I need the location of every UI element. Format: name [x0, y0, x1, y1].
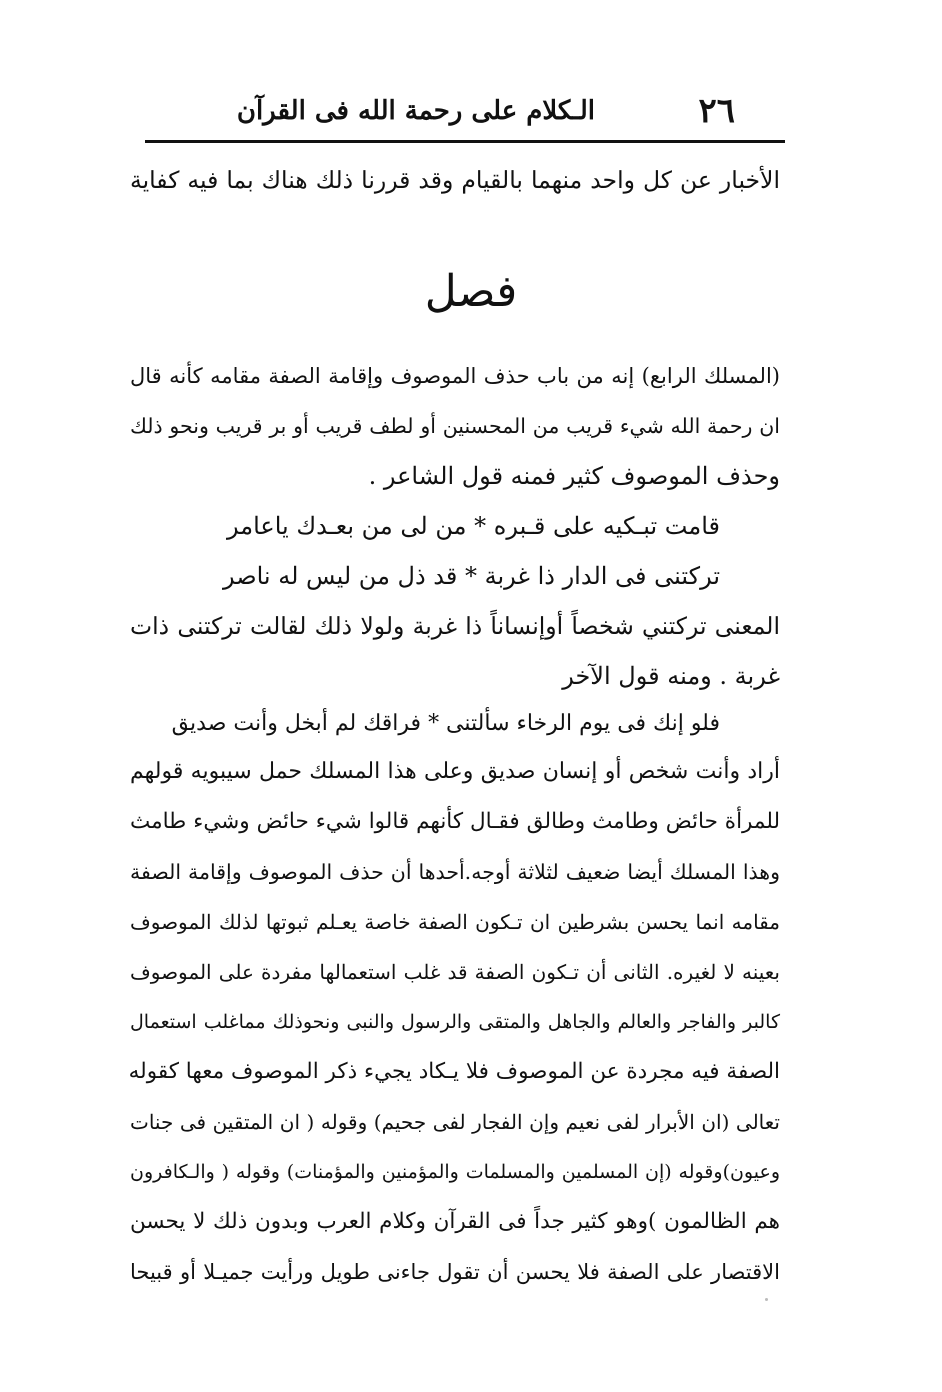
body-line: المعنى تركتني شخصاً أوإنساناً ذا غربة ولولا ذلك لقالت تركتنى ذات [130, 612, 780, 640]
header-rule [145, 140, 785, 143]
verse-line: فلو إنك فى يوم الرخاء سألتنى * فراقك لم أبخل وأنت صديق [171, 711, 720, 736]
body-line: للمرأة حائض وطامث وطالق فقـال كأنهم قالوا شيء حائض وشيء طامث [130, 809, 780, 834]
body-line: أراد وأنت شخص أو إنسان صديق وعلى هذا المسلك حمل سيبويه قولهم [130, 759, 780, 784]
continuation-line: الأخبار عن كل واحد منهما بالقيام وقد قررنا ذلك هناك بما فيه كفاية [130, 166, 780, 194]
body-line: الصفة فيه مجردة عن الموصوف فلا يـكاد يجيء ذكر الموصوف معها كقوله [128, 1059, 780, 1084]
verse-line: قامت تبـكيه على قـبره * من لى من بعـدك ياعامر [227, 512, 720, 540]
body-line: هم الظالمون )وهو كثير جداً فى القرآن وكلام العرب وبدون ذلك لا يحسن [130, 1209, 780, 1234]
body-line: مقامه انما يحسن بشرطين ان تـكون الصفة خاصة يعـلم ثبوتها لذلك الموصوف [130, 910, 780, 934]
page-header [145, 86, 745, 136]
body-line: وهذا المسلك أيضا ضعيف لثلاثة أوجه.أحدها أن حذف الموصوف وإقامة الصفة [130, 860, 780, 884]
body-line: (المسلك الرابع) إنه من باب حذف الموصوف وإقامة الصفة مقامه كأنه قال [130, 364, 780, 388]
running-title: الـكلام على رحمة الله فى القرآن [236, 96, 595, 126]
body-line: ان رحمة الله شيء قريب من المحسنين أو لطف قريب أو بر قريب ونحو ذلك [130, 414, 780, 438]
body-line: بعينه لا لغيره. الثانى أن تـكون الصفة قد غلب استعمالها مفردة على الموصوف [130, 960, 780, 984]
body-line: وعيون)وقوله (إن المسلمين والمسلمات والمؤمنين والمؤمنات) وقوله ( والـكافرون [130, 1161, 780, 1183]
section-heading: فصل [424, 266, 518, 317]
body-line: الاقتصار على الصفة فلا يحسن أن تقول جاءنى طويل ورأيت جميـلا أو قبيحا [130, 1260, 780, 1284]
body-line: غربة . ومنه قول الآخر [562, 662, 780, 690]
page-number: ٢٦ [698, 91, 735, 131]
paper-speck [765, 1298, 768, 1301]
body-line: كالبر والفاجر والعالم والجاهل والمتقى والرسول والنبى ونحوذلك مماغلب استعمال [130, 1011, 780, 1033]
body-line: تعالى (ان الأبرار لفى نعيم وإن الفجار لفى جحيم) وقوله ( ان المتقين فى جنات [130, 1110, 780, 1134]
body-line: وحذف الموصوف كثير فمنه قول الشاعر . [368, 462, 780, 490]
verse-line: تركتنى فى الدار ذا غربة * قد ذل من ليس له ناصر [222, 562, 720, 590]
